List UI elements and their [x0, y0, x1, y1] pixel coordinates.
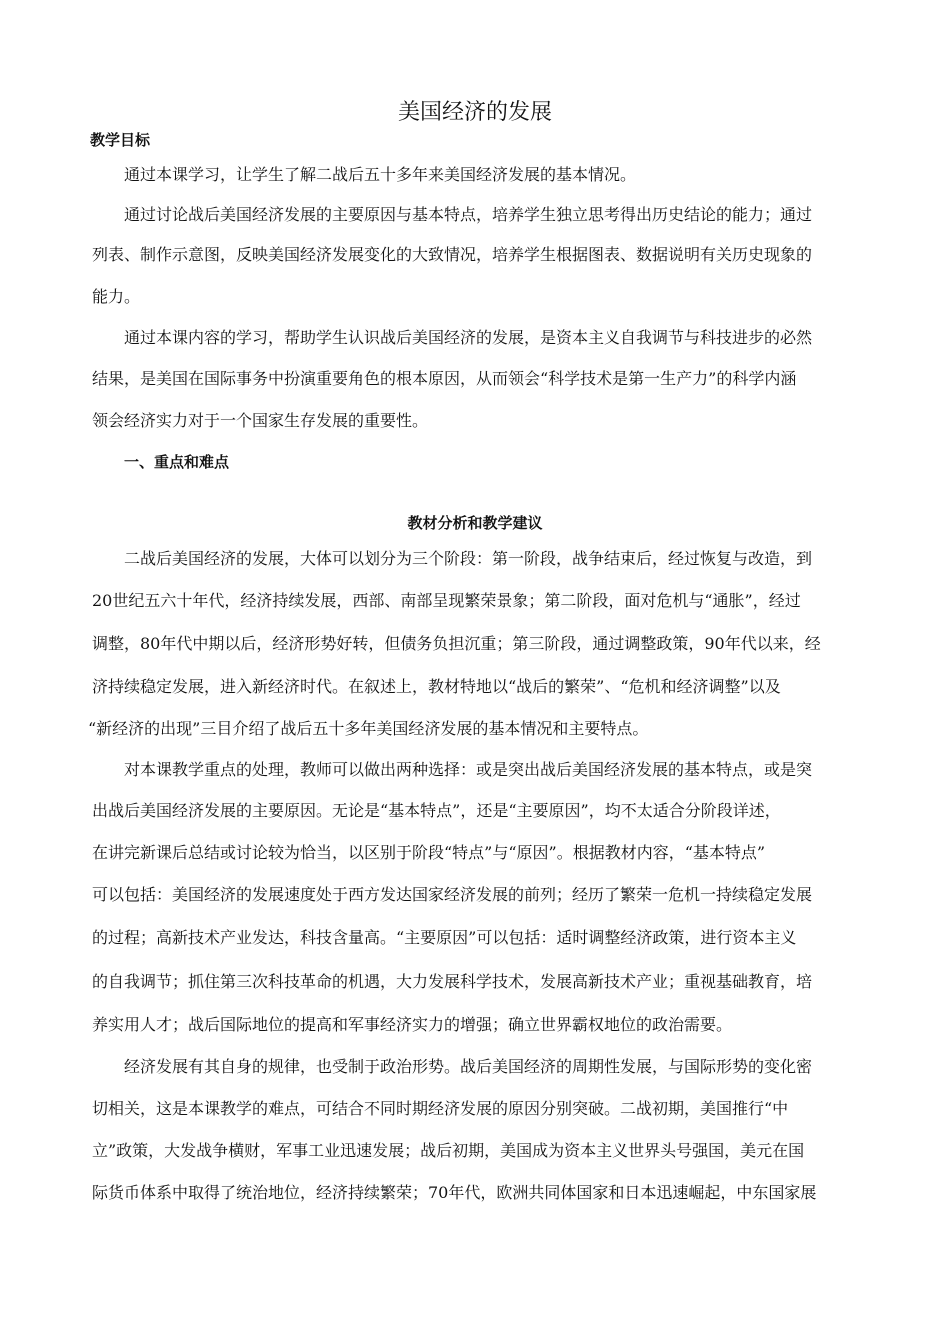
analysis-heading: 教材分析和教学建议: [407, 514, 543, 532]
paragraph-line: 领会经济实力对于一个国家生存发展的重要性。: [92, 411, 429, 430]
paragraph-line: 通过讨论战后美国经济发展的主要原因与基本特点，培养学生独立思考得出历史结论的能力；通过: [124, 205, 813, 224]
paragraph-line: 能力。: [92, 287, 141, 306]
paragraph-line: “新经济的出现”三目介绍了战后五十多年美国经济发展的基本情况和主要特点。: [88, 719, 649, 738]
document-title: 美国经济的发展: [397, 100, 552, 125]
paragraph-line: 调整，80年代中期以后，经济形势好转，但债务负担沉重；第三阶段，通过调整政策，90年代以来，经: [92, 634, 821, 653]
paragraph-line: 际货币体系中取得了统治地位，经济持续繁荣；70年代，欧洲共同体国家和日本迅速崛起，中东国家展: [92, 1183, 817, 1202]
paragraph-line: 在讲完新课后总结或讨论较为恰当，以区别于阶段“特点”与“原因”。根据教材内容，“基本特点”: [92, 843, 766, 862]
objectives-heading: 教学目标: [90, 131, 151, 149]
paragraph-line: 济持续稳定发展，进入新经济时代。在叙述上，教材特地以“战后的繁荣”、“危机和经济调整”以及: [92, 677, 781, 696]
paragraph-line: 对本课教学重点的处理，教师可以做出两种选择：或是突出战后美国经济发展的基本特点，或是突: [124, 760, 813, 779]
paragraph-line: 结果，是美国在国际事务中扮演重要角色的根本原因，从而领会“科学技术是第一生产力”的科学内涵: [92, 369, 797, 388]
paragraph-line: 通过本课学习，让学生了解二战后五十多年来美国经济发展的基本情况。: [124, 165, 637, 184]
paragraph-line: 养实用人才；战后国际地位的提高和军事经济实力的增强；确立世界霸权地位的政治需要。: [92, 1015, 733, 1034]
section-heading-key-points: 一、重点和难点: [124, 453, 230, 471]
paragraph-line: 的自我调节；抓住第三次科技革命的机遇，大力发展科学技术，发展高新技术产业；重视基础教育，培: [92, 972, 813, 991]
paragraph-line: 20世纪五六十年代，经济持续发展，西部、南部呈现繁荣景象；第二阶段，面对危机与“通胀”，经过: [92, 591, 801, 610]
paragraph-line: 立”政策，大发战争横财，军事工业迅速发展；战后初期，美国成为资本主义世界头号强国，美元在国: [92, 1141, 805, 1160]
paragraph-line: 出战后美国经济发展的主要原因。无论是“基本特点”，还是“主要原因”，均不太适合分阶段详述，: [92, 801, 781, 820]
paragraph-line: 的过程；高新技术产业发达，科技含量高。“主要原因”可以包括：适时调整经济政策，进行资本主义: [92, 928, 797, 947]
paragraph-line: 通过本课内容的学习，帮助学生认识战后美国经济的发展，是资本主义自我调节与科技进步的必然: [124, 328, 813, 347]
paragraph-line: 列表、制作示意图，反映美国经济发展变化的大致情况，培养学生根据图表、数据说明有关历史现象的: [92, 245, 813, 264]
paragraph-line: 可以包括：美国经济的发展速度处于西方发达国家经济发展的前列；经历了繁荣一危机一持续稳定发展: [92, 885, 813, 904]
paragraph-line: 二战后美国经济的发展，大体可以划分为三个阶段：第一阶段，战争结束后，经过恢复与改造，到: [124, 549, 813, 568]
paragraph-line: 经济发展有其自身的规律，也受制于政治形势。战后美国经济的周期性发展，与国际形势的变化密: [124, 1057, 813, 1076]
paragraph-line: 切相关，这是本课教学的难点，可结合不同时期经济发展的原因分别突破。二战初期，美国推行“中: [92, 1099, 789, 1118]
